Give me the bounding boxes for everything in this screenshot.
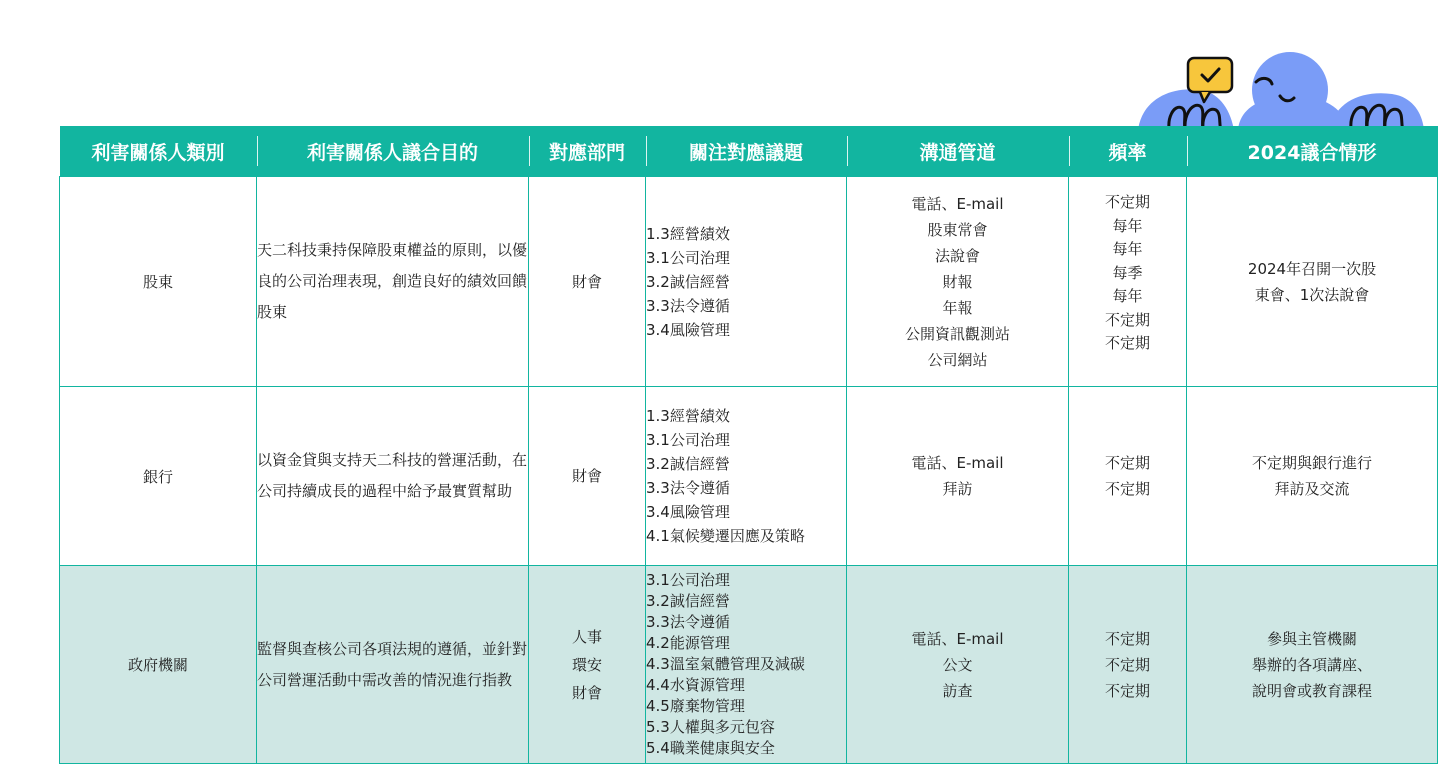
status-line: 舉辦的各項講座、 — [1251, 655, 1372, 674]
frequency-item: 每季 — [1112, 263, 1143, 282]
engagement-status-cell — [1187, 387, 1438, 566]
department: 財會 — [571, 272, 602, 291]
engagement-purpose: 天二科技秉持保障股東權益的原則，以優良的公司治理表現，創造良好的績效回饋股東 — [257, 177, 529, 387]
status-line: 拜訪及交流 — [1274, 480, 1350, 498]
table-row-banks — [60, 387, 1438, 566]
issue-item: 4.5廢棄物管理 — [646, 697, 745, 715]
frequency-item: 不定期 — [1104, 655, 1150, 674]
frequency-cell — [1069, 566, 1187, 764]
channel-item: 股東常會 — [927, 220, 988, 239]
status-line: 說明會或教育課程 — [1251, 681, 1372, 700]
engagement-purpose: 以資金貸與支持天二科技的營運活動，在公司持續成長的過程中給予最實質幫助 — [257, 387, 529, 566]
channels-cell — [847, 177, 1069, 387]
status-line: 參與主管機關 — [1266, 629, 1357, 648]
frequency-item: 每年 — [1112, 216, 1143, 235]
issue-item: 4.4水資源管理 — [646, 676, 745, 694]
issue-item: 3.4風險管理 — [646, 503, 730, 521]
channel-item: 年報 — [942, 298, 973, 317]
channel-item: 電話、E-mail — [911, 454, 1004, 472]
issue-item: 3.4風險管理 — [646, 320, 730, 339]
header-frequency: 頻率 — [1069, 126, 1187, 177]
status-line: 2024年召開一次股 — [1247, 259, 1377, 278]
department: 人事 — [571, 627, 602, 646]
frequency-item: 不定期 — [1104, 480, 1150, 498]
table-row-shareholders — [60, 177, 1438, 387]
department: 環安 — [571, 655, 602, 674]
department: 財會 — [571, 467, 602, 485]
status-line: 不定期與銀行進行 — [1251, 454, 1372, 472]
department: 財會 — [571, 683, 602, 702]
stakeholder-category: 股東 — [60, 177, 257, 387]
issue-item: 3.2誠信經營 — [646, 455, 730, 473]
issue-item: 1.3經營績效 — [646, 407, 730, 425]
table-row-government — [60, 566, 1438, 764]
channel-item: 財報 — [942, 272, 973, 291]
header-channels: 溝通管道 — [847, 126, 1069, 177]
frequency-item: 不定期 — [1104, 310, 1150, 329]
channel-item: 法說會 — [934, 246, 980, 265]
channel-item: 電話、E-mail — [911, 194, 1004, 213]
table-header-row — [60, 126, 1438, 177]
frequency-item: 每年 — [1112, 287, 1143, 305]
frequency-item: 不定期 — [1104, 454, 1150, 472]
issue-item: 3.2誠信經營 — [646, 272, 730, 291]
issue-item: 1.3經營績效 — [646, 224, 730, 243]
issue-item: 3.1公司治理 — [646, 248, 730, 267]
engagement-status-cell — [1187, 566, 1438, 764]
decoration-illustration — [1130, 38, 1430, 138]
issue-item: 3.3法令遵循 — [646, 296, 730, 315]
issues-cell — [646, 387, 847, 566]
header-engagement-status: 2024議合情形 — [1187, 126, 1438, 177]
character-icon — [1138, 52, 1424, 134]
engagement-purpose: 監督與查核公司各項法規的遵循，並針對公司營運活動中需改善的情況進行指教 — [257, 566, 529, 764]
channel-item: 公文 — [942, 655, 973, 674]
issue-item: 3.3法令遵循 — [646, 479, 730, 497]
stakeholder-category: 銀行 — [60, 387, 257, 566]
channel-item: 拜訪 — [942, 480, 973, 498]
engagement-status-cell — [1187, 177, 1438, 387]
department-cell — [529, 177, 646, 387]
issue-item: 3.1公司治理 — [646, 431, 730, 449]
channel-item: 電話、E-mail — [911, 629, 1004, 648]
issue-item: 4.1氣候變遷因應及策略 — [646, 527, 805, 545]
issue-item: 5.3人權與多元包容 — [646, 718, 775, 736]
frequency-item: 不定期 — [1104, 629, 1150, 648]
frequency-cell — [1069, 177, 1187, 387]
issue-item: 3.3法令遵循 — [646, 613, 730, 631]
frequency-item: 不定期 — [1104, 193, 1150, 211]
department-cell — [529, 566, 646, 764]
issue-item: 5.4職業健康與安全 — [646, 739, 775, 757]
header-issues: 關注對應議題 — [646, 126, 847, 177]
issue-item: 3.1公司治理 — [646, 571, 730, 589]
header-department: 對應部門 — [529, 126, 646, 177]
channel-item: 訪查 — [942, 681, 973, 700]
status-line: 東會、1次法說會 — [1254, 285, 1370, 304]
header-stakeholder-category: 利害關係人類別 — [60, 126, 257, 177]
frequency-item: 不定期 — [1104, 334, 1150, 352]
frequency-item: 不定期 — [1104, 681, 1150, 700]
stakeholder-table — [59, 126, 1438, 764]
issue-item: 3.2誠信經營 — [646, 592, 730, 610]
issues-cell — [646, 566, 847, 764]
frequency-item: 每年 — [1112, 240, 1143, 258]
frequency-cell — [1069, 387, 1187, 566]
channels-cell — [847, 566, 1069, 764]
channel-item: 公司網站 — [927, 350, 988, 369]
channels-cell — [847, 387, 1069, 566]
issue-item: 4.3溫室氣體管理及減碳 — [646, 655, 805, 673]
stakeholder-category: 政府機關 — [60, 566, 257, 764]
issue-item: 4.2能源管理 — [646, 634, 730, 652]
channel-item: 公開資訊觀測站 — [904, 324, 1010, 343]
issues-cell — [646, 177, 847, 387]
department-cell — [529, 387, 646, 566]
header-engagement-purpose: 利害關係人議合目的 — [257, 126, 529, 177]
